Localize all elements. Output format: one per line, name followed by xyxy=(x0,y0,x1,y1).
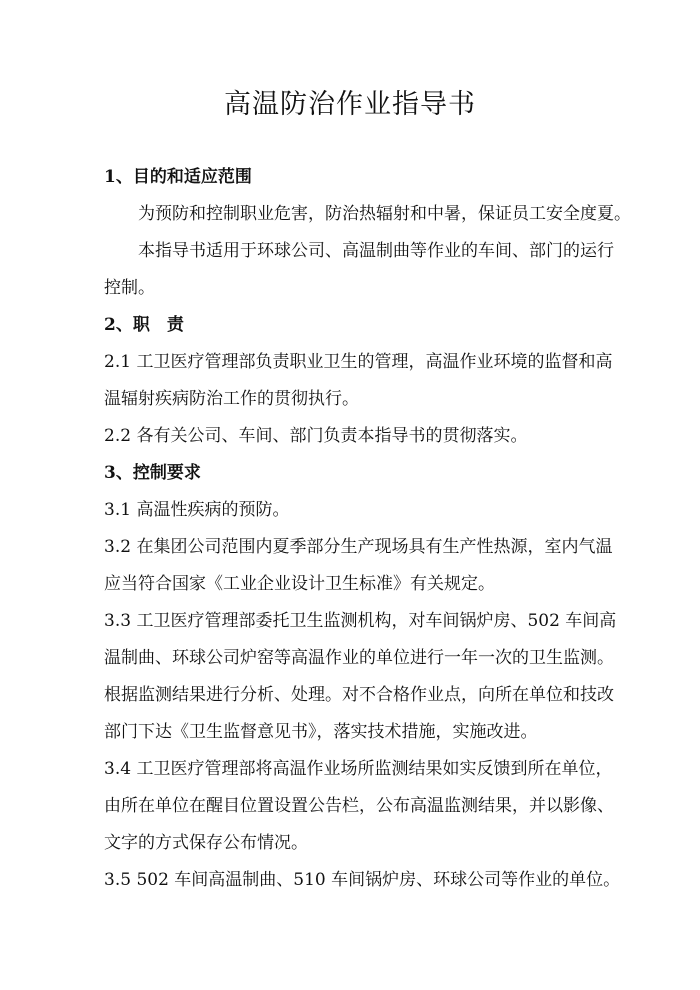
section-heading-duties: 2、职 责 xyxy=(104,315,184,335)
paragraph-line: 控制。 xyxy=(104,278,155,298)
paragraph-line: 温制曲、环球公司炉窑等高温作业的单位进行一年一次的卫生监测。 xyxy=(104,648,614,668)
paragraph-line: 为预防和控制职业危害，防治热辐射和中暑，保证员工安全度夏。 xyxy=(138,204,631,224)
paragraph-line: 3.2 在集团公司范围内夏季部分生产现场具有生产性热源，室内气温 xyxy=(104,537,613,557)
paragraph-line: 2.2 各有关公司、车间、部门负责本指导书的贯彻落实。 xyxy=(104,426,528,446)
paragraph-line: 3.3 工卫医疗管理部委托卫生监测机构，对车间锅炉房、502 车间高 xyxy=(104,611,617,631)
paragraph-line: 应当符合国家《工业企业设计卫生标准》有关规定。 xyxy=(104,574,495,594)
paragraph-line: 文字的方式保存公布情况。 xyxy=(104,833,308,853)
paragraph-line: 3.4 工卫医疗管理部将高温作业场所监测结果如实反馈到所在单位， xyxy=(104,759,613,779)
document-title: 高温防治作业指导书 xyxy=(224,89,476,120)
paragraph-line: 由所在单位在醒目位置设置公告栏，公布高温监测结果，并以影像、 xyxy=(104,796,614,816)
paragraph-line: 3.1 高温性疾病的预防。 xyxy=(104,500,290,520)
section-heading-purpose: 1、目的和适应范围 xyxy=(104,167,252,187)
paragraph-line: 3.5 502 车间高温制曲、510 车间锅炉房、环球公司等作业的单位。 xyxy=(104,870,621,890)
paragraph-line: 温辐射疾病防治工作的贯彻执行。 xyxy=(104,389,359,409)
section-heading-control: 3、控制要求 xyxy=(104,463,201,483)
paragraph-line: 根据监测结果进行分析、处理。对不合格作业点，向所在单位和技改 xyxy=(104,685,614,705)
paragraph-line: 部门下达《卫生监督意见书》，落实技术措施，实施改进。 xyxy=(104,722,538,742)
paragraph-line: 2.1 工卫医疗管理部负责职业卫生的管理，高温作业环境的监督和高 xyxy=(104,352,613,372)
paragraph-line: 本指导书适用于环球公司、高温制曲等作业的车间、部门的运行 xyxy=(138,241,614,261)
